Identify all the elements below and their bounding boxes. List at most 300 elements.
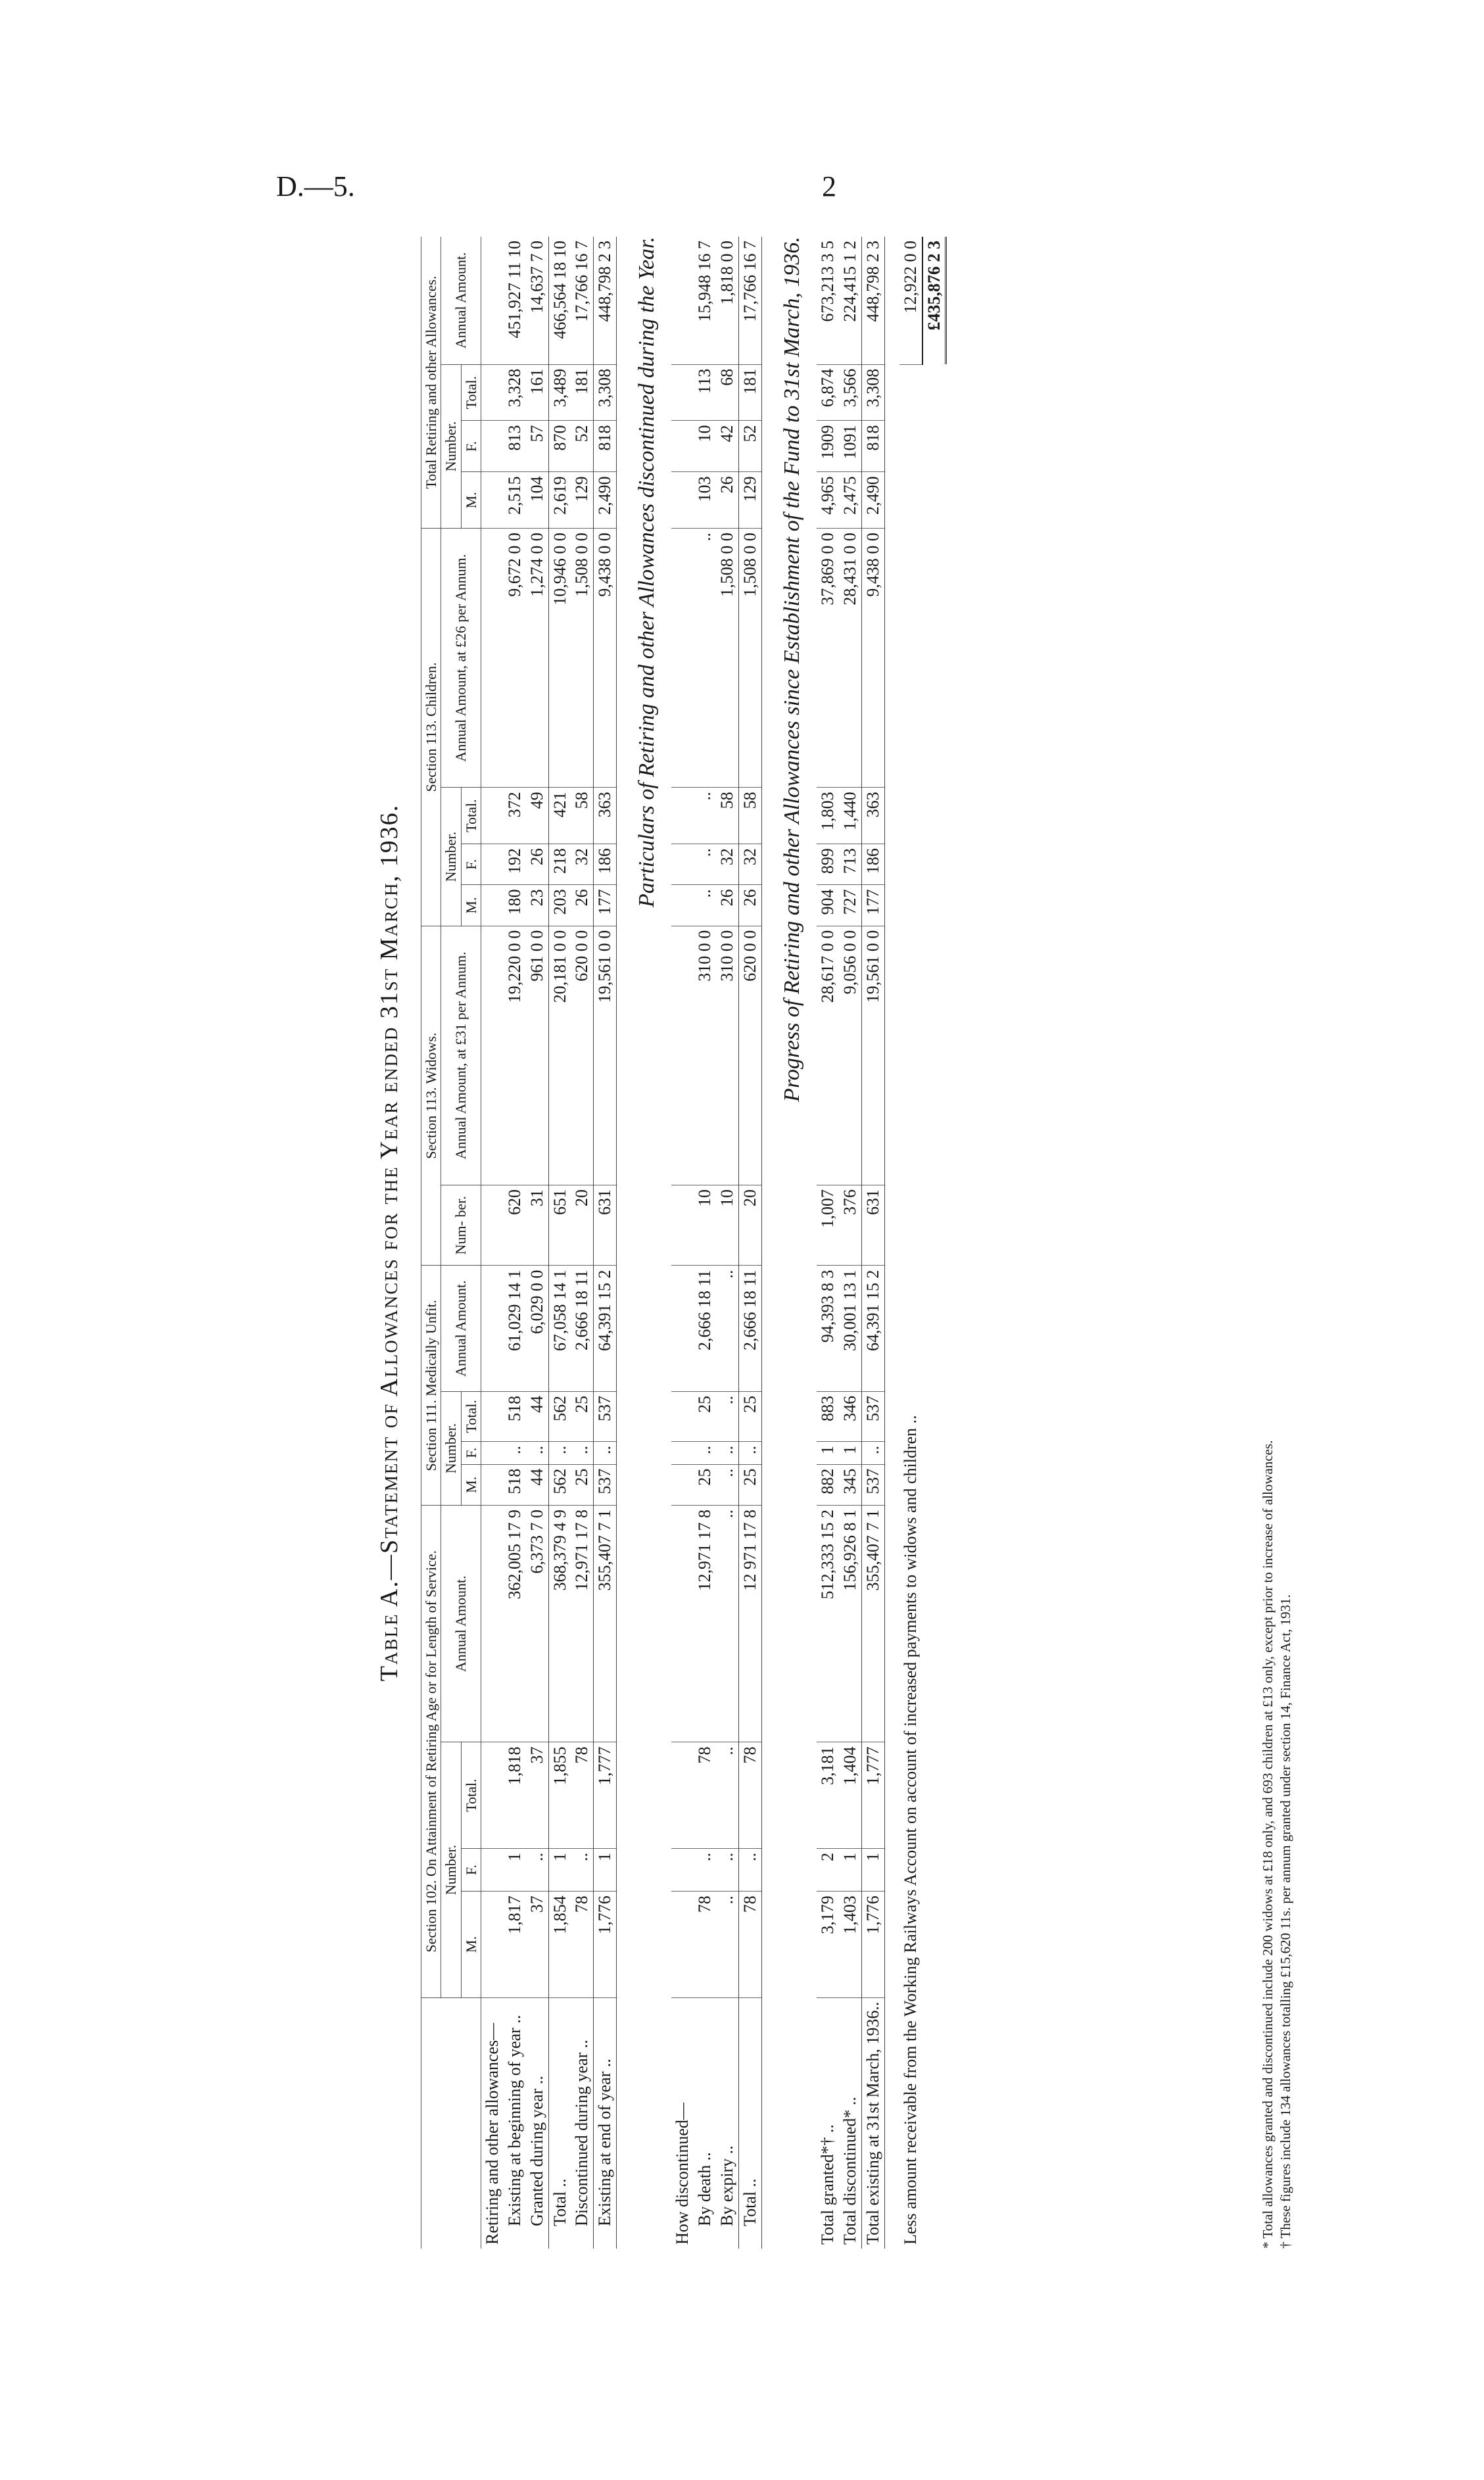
table-cell: 620 — [504, 1185, 526, 1266]
table-cell: .. — [526, 1848, 548, 1891]
header-s102: Section 102. On Attainment of Retiring Age or for Length of Service. — [421, 1505, 441, 1997]
table-cell — [481, 788, 503, 844]
table-cell: 2 — [817, 1848, 839, 1891]
table-cell: 1,440 — [839, 788, 861, 844]
table-cell: 9,056 0 0 — [839, 926, 861, 1185]
table-cell: 310 0 0 — [694, 926, 716, 1185]
table-body — [481, 237, 946, 2249]
table-cell: 37,869 0 0 — [817, 529, 839, 788]
table-cell: 10 — [716, 1185, 738, 1266]
header-f: F. — [461, 1441, 481, 1464]
table-cell — [671, 788, 694, 844]
table-cell: 3,328 — [504, 364, 526, 421]
grand-total-spacer — [922, 364, 946, 2249]
table-cell — [671, 1505, 694, 1742]
table-row — [594, 237, 617, 2249]
table-cell: 26 — [716, 885, 738, 926]
table-cell: 57 — [526, 421, 548, 472]
table-cell — [481, 472, 503, 529]
table-cell: 355,407 7 1 — [594, 1505, 617, 1742]
table-cell: 9,438 0 0 — [594, 529, 617, 788]
table-cell: 25 — [571, 1391, 593, 1441]
header-annual: Annual Amount. — [441, 237, 481, 364]
table-row — [839, 237, 861, 2249]
table-cell: 537 — [861, 1391, 884, 1441]
table-cell: .. — [504, 1441, 526, 1464]
header-annual-children: Annual Amount, at £26 per Annum. — [441, 529, 481, 788]
row-label: How discontinued— — [671, 1997, 694, 2249]
table-cell — [481, 1742, 503, 1848]
table-cell: 355,407 7 1 — [861, 1505, 884, 1742]
table-cell: 25 — [694, 1391, 716, 1441]
less-amount-value: 12,922 0 0 — [899, 237, 922, 364]
section-heading-row — [617, 237, 672, 2249]
grand-total-value: £435,876 2 3 — [922, 237, 946, 364]
row-label: Existing at beginning of year .. — [504, 1997, 526, 2249]
table-cell — [671, 1464, 694, 1505]
table-row — [548, 237, 571, 2249]
header-s111: Section 111. Medically Unfit. — [421, 1266, 441, 1505]
table-cell: 180 — [504, 885, 526, 926]
header-number-widows: Num- ber. — [441, 1185, 481, 1266]
table-cell: 363 — [861, 788, 884, 844]
table-cell: 1,817 — [504, 1892, 526, 1997]
table-cell: .. — [739, 1441, 762, 1464]
table-cell: 1,007 — [817, 1185, 839, 1266]
table-cell: 25 — [694, 1464, 716, 1505]
page-number: 2 — [822, 170, 836, 203]
table-row — [739, 237, 762, 2249]
table-cell: 42 — [716, 421, 738, 472]
header-tot: Total. — [461, 788, 481, 844]
table-cell: 346 — [839, 1391, 861, 1441]
table-cell: 129 — [571, 472, 593, 529]
header-m: M. — [461, 885, 481, 926]
table-cell: 161 — [526, 364, 548, 421]
table-cell: 23 — [526, 885, 548, 926]
table-cell: 961 0 0 — [526, 926, 548, 1185]
table-cell: 58 — [739, 788, 762, 844]
table-cell: 44 — [526, 1464, 548, 1505]
table-cell: .. — [716, 1266, 738, 1391]
grand-total-row — [922, 237, 946, 2249]
table-cell: 1,777 — [594, 1742, 617, 1848]
table-cell — [671, 885, 694, 926]
table-cell: 2,666 18 11 — [739, 1266, 762, 1391]
header-f: F. — [461, 421, 481, 472]
table-row — [861, 237, 884, 2249]
table-cell — [481, 1185, 503, 1266]
table-cell: .. — [694, 1441, 716, 1464]
table-cell: 363 — [594, 788, 617, 844]
table-row — [817, 237, 839, 2249]
table-cell: 310 0 0 — [716, 926, 738, 1185]
table-cell: 32 — [716, 844, 738, 885]
table-cell: .. — [594, 1441, 617, 1464]
header-tot: Total. — [461, 364, 481, 421]
table-cell: 12,971 17 8 — [694, 1505, 716, 1742]
table-cell: 1 — [839, 1441, 861, 1464]
table-cell: 537 — [861, 1464, 884, 1505]
row-label: Existing at end of year .. — [594, 1997, 617, 2249]
row-label: Total granted*† .. — [817, 1997, 839, 2249]
table-cell: 17,766 16 7 — [739, 237, 762, 364]
table-cell: 813 — [504, 421, 526, 472]
table-cell: 14,637 7 0 — [526, 237, 548, 364]
footnotes — [1259, 1441, 1295, 2249]
table-cell — [481, 364, 503, 421]
header-number: Number. — [441, 364, 461, 528]
table-cell: .. — [571, 1848, 593, 1891]
table-cell — [481, 885, 503, 926]
table-cell: 4,965 — [817, 472, 839, 529]
header-tot: Total. — [461, 1391, 481, 1441]
table-cell: 362,005 17 9 — [504, 1505, 526, 1742]
table-cell: 1,404 — [839, 1742, 861, 1848]
table-cell: 181 — [739, 364, 762, 421]
header-annual: Annual Amount. — [441, 1505, 481, 1742]
table-cell: 1 — [861, 1848, 884, 1891]
table-cell — [671, 472, 694, 529]
table-cell — [481, 1441, 503, 1464]
table-cell: 26 — [526, 844, 548, 885]
table-cell: 9,672 0 0 — [504, 529, 526, 788]
table-cell: 537 — [594, 1391, 617, 1441]
table-cell: 376 — [839, 1185, 861, 1266]
table-cell — [671, 1848, 694, 1891]
table-cell: 177 — [861, 885, 884, 926]
table-cell: 3,181 — [817, 1742, 839, 1848]
row-label: Total discontinued* .. — [839, 1997, 861, 2249]
table-cell: 15,948 16 7 — [694, 237, 716, 364]
table-cell: 12,971 17 8 — [571, 1505, 593, 1742]
table-cell: 52 — [739, 421, 762, 472]
table-cell: 1,818 0 0 — [716, 237, 738, 364]
table-cell: 58 — [571, 788, 593, 844]
table-cell: 1,403 — [839, 1892, 861, 1997]
table-cell: 1909 — [817, 421, 839, 472]
table-cell: .. — [739, 1848, 762, 1891]
table-cell: 12 971 17 8 — [739, 1505, 762, 1742]
table-cell: 26 — [571, 885, 593, 926]
spacer-row — [884, 237, 899, 2249]
section-heading: Particulars of Retiring and other Allowances discontinued during the Year. — [634, 237, 659, 907]
table-cell: 631 — [594, 1185, 617, 1266]
table-cell: 451,927 11 10 — [504, 237, 526, 364]
table-cell: 512,333 15 2 — [817, 1505, 839, 1742]
table-cell: 64,391 15 2 — [861, 1266, 884, 1391]
table-cell: .. — [694, 885, 716, 926]
table-cell: .. — [694, 788, 716, 844]
table-cell: 1,776 — [861, 1892, 884, 1997]
table-cell — [671, 1892, 694, 1997]
header-number: Number. — [441, 1742, 461, 1997]
table-cell: 2,490 — [594, 472, 617, 529]
table-cell: 1091 — [839, 421, 861, 472]
table-cell: 651 — [548, 1185, 571, 1266]
table-cell — [671, 1185, 694, 1266]
table-cell: 1,854 — [548, 1892, 571, 1997]
table-cell: 448,798 2 3 — [861, 237, 884, 364]
table-cell — [671, 364, 694, 421]
header-number: Number. — [441, 1391, 461, 1505]
table-row — [671, 237, 694, 2249]
table-cell: 32 — [739, 844, 762, 885]
table-cell: .. — [716, 1848, 738, 1891]
table-row — [694, 237, 716, 2249]
table-row — [481, 237, 503, 2249]
row-label: Retiring and other allowances— — [481, 1997, 503, 2249]
table-row — [504, 237, 526, 2249]
table-cell: 2,515 — [504, 472, 526, 529]
header-tot: Total. — [461, 1742, 481, 1848]
table-cell: 58 — [716, 788, 738, 844]
table-cell: 2,666 18 11 — [571, 1266, 593, 1391]
table-cell: 78 — [694, 1892, 716, 1997]
row-label: Total .. — [548, 1997, 571, 2249]
table-cell: 6,029 0 0 — [526, 1266, 548, 1391]
header-m: M. — [461, 1464, 481, 1505]
table-cell: .. — [716, 1441, 738, 1464]
table-cell: 113 — [694, 364, 716, 421]
table-cell: 620 0 0 — [571, 926, 593, 1185]
table-cell: 1,508 0 0 — [571, 529, 593, 788]
table-cell: 1 — [839, 1848, 861, 1891]
table-title: Table A.—Statement of Allowances for the Year ended 31st March, 1936. — [375, 803, 403, 1682]
table-cell — [671, 1742, 694, 1848]
table-cell: 156,926 8 1 — [839, 1505, 861, 1742]
table-cell: .. — [716, 1892, 738, 1997]
header-s113-children: Section 113. Children. — [421, 529, 441, 926]
table-cell: 218 — [548, 844, 571, 885]
table-cell: 1 — [504, 1848, 526, 1891]
header-number: Number. — [441, 788, 461, 926]
table-cell: 3,566 — [839, 364, 861, 421]
table-cell: 904 — [817, 885, 839, 926]
table-cell: 186 — [861, 844, 884, 885]
table-cell: 78 — [571, 1742, 593, 1848]
table-cell — [671, 1391, 694, 1441]
table-cell — [671, 1266, 694, 1391]
table-cell: 25 — [739, 1464, 762, 1505]
table-cell — [481, 1505, 503, 1742]
table-cell: 1,803 — [817, 788, 839, 844]
table-cell: 61,029 14 1 — [504, 1266, 526, 1391]
spacer — [884, 237, 899, 2249]
table-cell: 25 — [739, 1391, 762, 1441]
table-cell: 2,475 — [839, 472, 861, 529]
table-cell: 181 — [571, 364, 593, 421]
table-cell: 368,379 4 9 — [548, 1505, 571, 1742]
table-cell — [671, 421, 694, 472]
table-cell: 372 — [504, 788, 526, 844]
table-cell: 1,818 — [504, 1742, 526, 1848]
table-cell: 68 — [716, 364, 738, 421]
table-cell: 345 — [839, 1464, 861, 1505]
table-cell: 3,179 — [817, 1892, 839, 1997]
table-cell: 19,220 0 0 — [504, 926, 526, 1185]
table-cell: 631 — [861, 1185, 884, 1266]
table-cell: 1,274 0 0 — [526, 529, 548, 788]
table-cell — [481, 1892, 503, 1997]
table-row — [716, 237, 738, 2249]
footnote-star: * Total allowances granted and discontinued include 200 widows at £18 only, and 693 children at £13 only, except prior to increase of allowances. — [1260, 1440, 1276, 2249]
table-cell: 1,508 0 0 — [716, 529, 738, 788]
table-cell: 713 — [839, 844, 861, 885]
table-cell: .. — [716, 1464, 738, 1505]
allowances-table — [421, 237, 947, 2249]
table-cell: 882 — [817, 1464, 839, 1505]
row-label: Total .. — [739, 1997, 762, 2249]
table-cell — [481, 844, 503, 885]
header-annual: Annual Amount. — [441, 1266, 481, 1391]
table-cell: 899 — [817, 844, 839, 885]
table-cell: 104 — [526, 472, 548, 529]
table-cell: 192 — [504, 844, 526, 885]
table-cell: .. — [548, 1441, 571, 1464]
table-cell: 870 — [548, 421, 571, 472]
table-cell: 28,617 0 0 — [817, 926, 839, 1185]
label-header — [421, 1997, 481, 2249]
table-cell: 10 — [694, 1185, 716, 1266]
table-cell: 186 — [594, 844, 617, 885]
table-cell: 103 — [694, 472, 716, 529]
table-cell: .. — [861, 1441, 884, 1464]
less-amount-label: Less amount receivable from the Working Railways Account on account of increased payments to widows and children .. — [901, 1415, 921, 2245]
table-cell: 1 — [548, 1848, 571, 1891]
table-row — [571, 237, 593, 2249]
table-cell: 17,766 16 7 — [571, 237, 593, 364]
table-cell — [671, 1441, 694, 1464]
table-cell — [671, 529, 694, 788]
footnote-dagger: † These figures include 134 allowances totalling £15,620 11s. per annum granted under section 14, Finance Act, 1931. — [1278, 1594, 1294, 2249]
table-cell — [671, 237, 694, 364]
header-f: F. — [461, 1848, 481, 1891]
table-cell — [481, 421, 503, 472]
table-cell: 32 — [571, 844, 593, 885]
table-cell: 20,181 0 0 — [548, 926, 571, 1185]
table-cell: 30,001 13 1 — [839, 1266, 861, 1391]
table-cell — [481, 1391, 503, 1441]
table-cell: 19,561 0 0 — [861, 926, 884, 1185]
table-cell: 3,308 — [594, 364, 617, 421]
table-cell: 37 — [526, 1742, 548, 1848]
table-cell: 78 — [694, 1742, 716, 1848]
table-cell: 3,489 — [548, 364, 571, 421]
header-m: M. — [461, 472, 481, 529]
row-label: By expiry .. — [716, 1997, 738, 2249]
table-cell: 10 — [694, 421, 716, 472]
table-cell: 9,438 0 0 — [861, 529, 884, 788]
table-cell: 1 — [594, 1848, 617, 1891]
table-row — [526, 237, 548, 2249]
table-cell: 28,431 0 0 — [839, 529, 861, 788]
table-cell: .. — [716, 1505, 738, 1742]
table-cell: 518 — [504, 1464, 526, 1505]
table-cell: 3,308 — [861, 364, 884, 421]
table-cell: 727 — [839, 885, 861, 926]
table-cell: .. — [716, 1742, 738, 1848]
table-cell: 421 — [548, 788, 571, 844]
table-cell: .. — [694, 529, 716, 788]
row-label: By death .. — [694, 1997, 716, 2249]
table-cell: 620 0 0 — [739, 926, 762, 1185]
table-cell: 673,213 3 5 — [817, 237, 839, 364]
table-cell — [671, 844, 694, 885]
row-label: Total existing at 31st March, 1936.. — [861, 1997, 884, 2249]
table-cell: 49 — [526, 788, 548, 844]
table-cell — [481, 1266, 503, 1391]
table-cell: 1,777 — [861, 1742, 884, 1848]
table-cell: 6,874 — [817, 364, 839, 421]
table-cell: .. — [694, 844, 716, 885]
table-cell: 1 — [817, 1441, 839, 1464]
table-cell: 44 — [526, 1391, 548, 1441]
table-cell — [481, 1464, 503, 1505]
page-reference: D.—5. — [276, 170, 355, 203]
table-cell — [481, 529, 503, 788]
table-cell — [671, 926, 694, 1185]
section-heading-row — [761, 237, 817, 2249]
table-cell: 64,391 15 2 — [594, 1266, 617, 1391]
table-cell: 818 — [861, 421, 884, 472]
table-cell: 1,508 0 0 — [739, 529, 762, 788]
header-s113-widows: Section 113. Widows. — [421, 926, 441, 1266]
table-cell — [481, 926, 503, 1185]
table-cell: 562 — [548, 1391, 571, 1441]
table-cell: 10,946 0 0 — [548, 529, 571, 788]
row-label: Granted during year .. — [526, 1997, 548, 2249]
table-cell: 2,490 — [861, 472, 884, 529]
table-cell: 26 — [716, 472, 738, 529]
header-m: M. — [461, 1892, 481, 1997]
section-heading: Progress of Retiring and other Allowances since Establishment of the Fund to 31st March, 1936. — [779, 237, 804, 1102]
table-cell: 562 — [548, 1464, 571, 1505]
table-cell: 2,666 18 11 — [694, 1266, 716, 1391]
table-cell: 67,058 14 1 — [548, 1266, 571, 1391]
table-cell: 78 — [739, 1742, 762, 1848]
table-cell: 177 — [594, 885, 617, 926]
table-cell: 6,373 7 0 — [526, 1505, 548, 1742]
table-cell: 466,564 18 10 — [548, 237, 571, 364]
row-label: Discontinued during year .. — [571, 1997, 593, 2249]
header-annual-widows: Annual Amount, at £31 per Annum. — [441, 926, 481, 1185]
table-cell: 129 — [739, 472, 762, 529]
table-cell: 203 — [548, 885, 571, 926]
table-cell: 537 — [594, 1464, 617, 1505]
table-cell: 37 — [526, 1892, 548, 1997]
table-cell: 518 — [504, 1391, 526, 1441]
table-cell — [481, 237, 503, 364]
header-f: F. — [461, 844, 481, 885]
table-cell: 224,415 1 2 — [839, 237, 861, 364]
table-cell: .. — [694, 1848, 716, 1891]
table-cell: 20 — [571, 1185, 593, 1266]
table-cell: 31 — [526, 1185, 548, 1266]
table-cell: 19,561 0 0 — [594, 926, 617, 1185]
table-cell: 2,619 — [548, 472, 571, 529]
table-cell: 20 — [739, 1185, 762, 1266]
table-cell: .. — [571, 1441, 593, 1464]
table-cell: 883 — [817, 1391, 839, 1441]
table-cell: 26 — [739, 885, 762, 926]
table-cell: .. — [526, 1441, 548, 1464]
table-cell — [481, 1848, 503, 1891]
table-cell: 818 — [594, 421, 617, 472]
table-cell: 25 — [571, 1464, 593, 1505]
header-total: Total Retiring and other Allowances. — [421, 237, 441, 529]
table-cell: 94,393 8 3 — [817, 1266, 839, 1391]
